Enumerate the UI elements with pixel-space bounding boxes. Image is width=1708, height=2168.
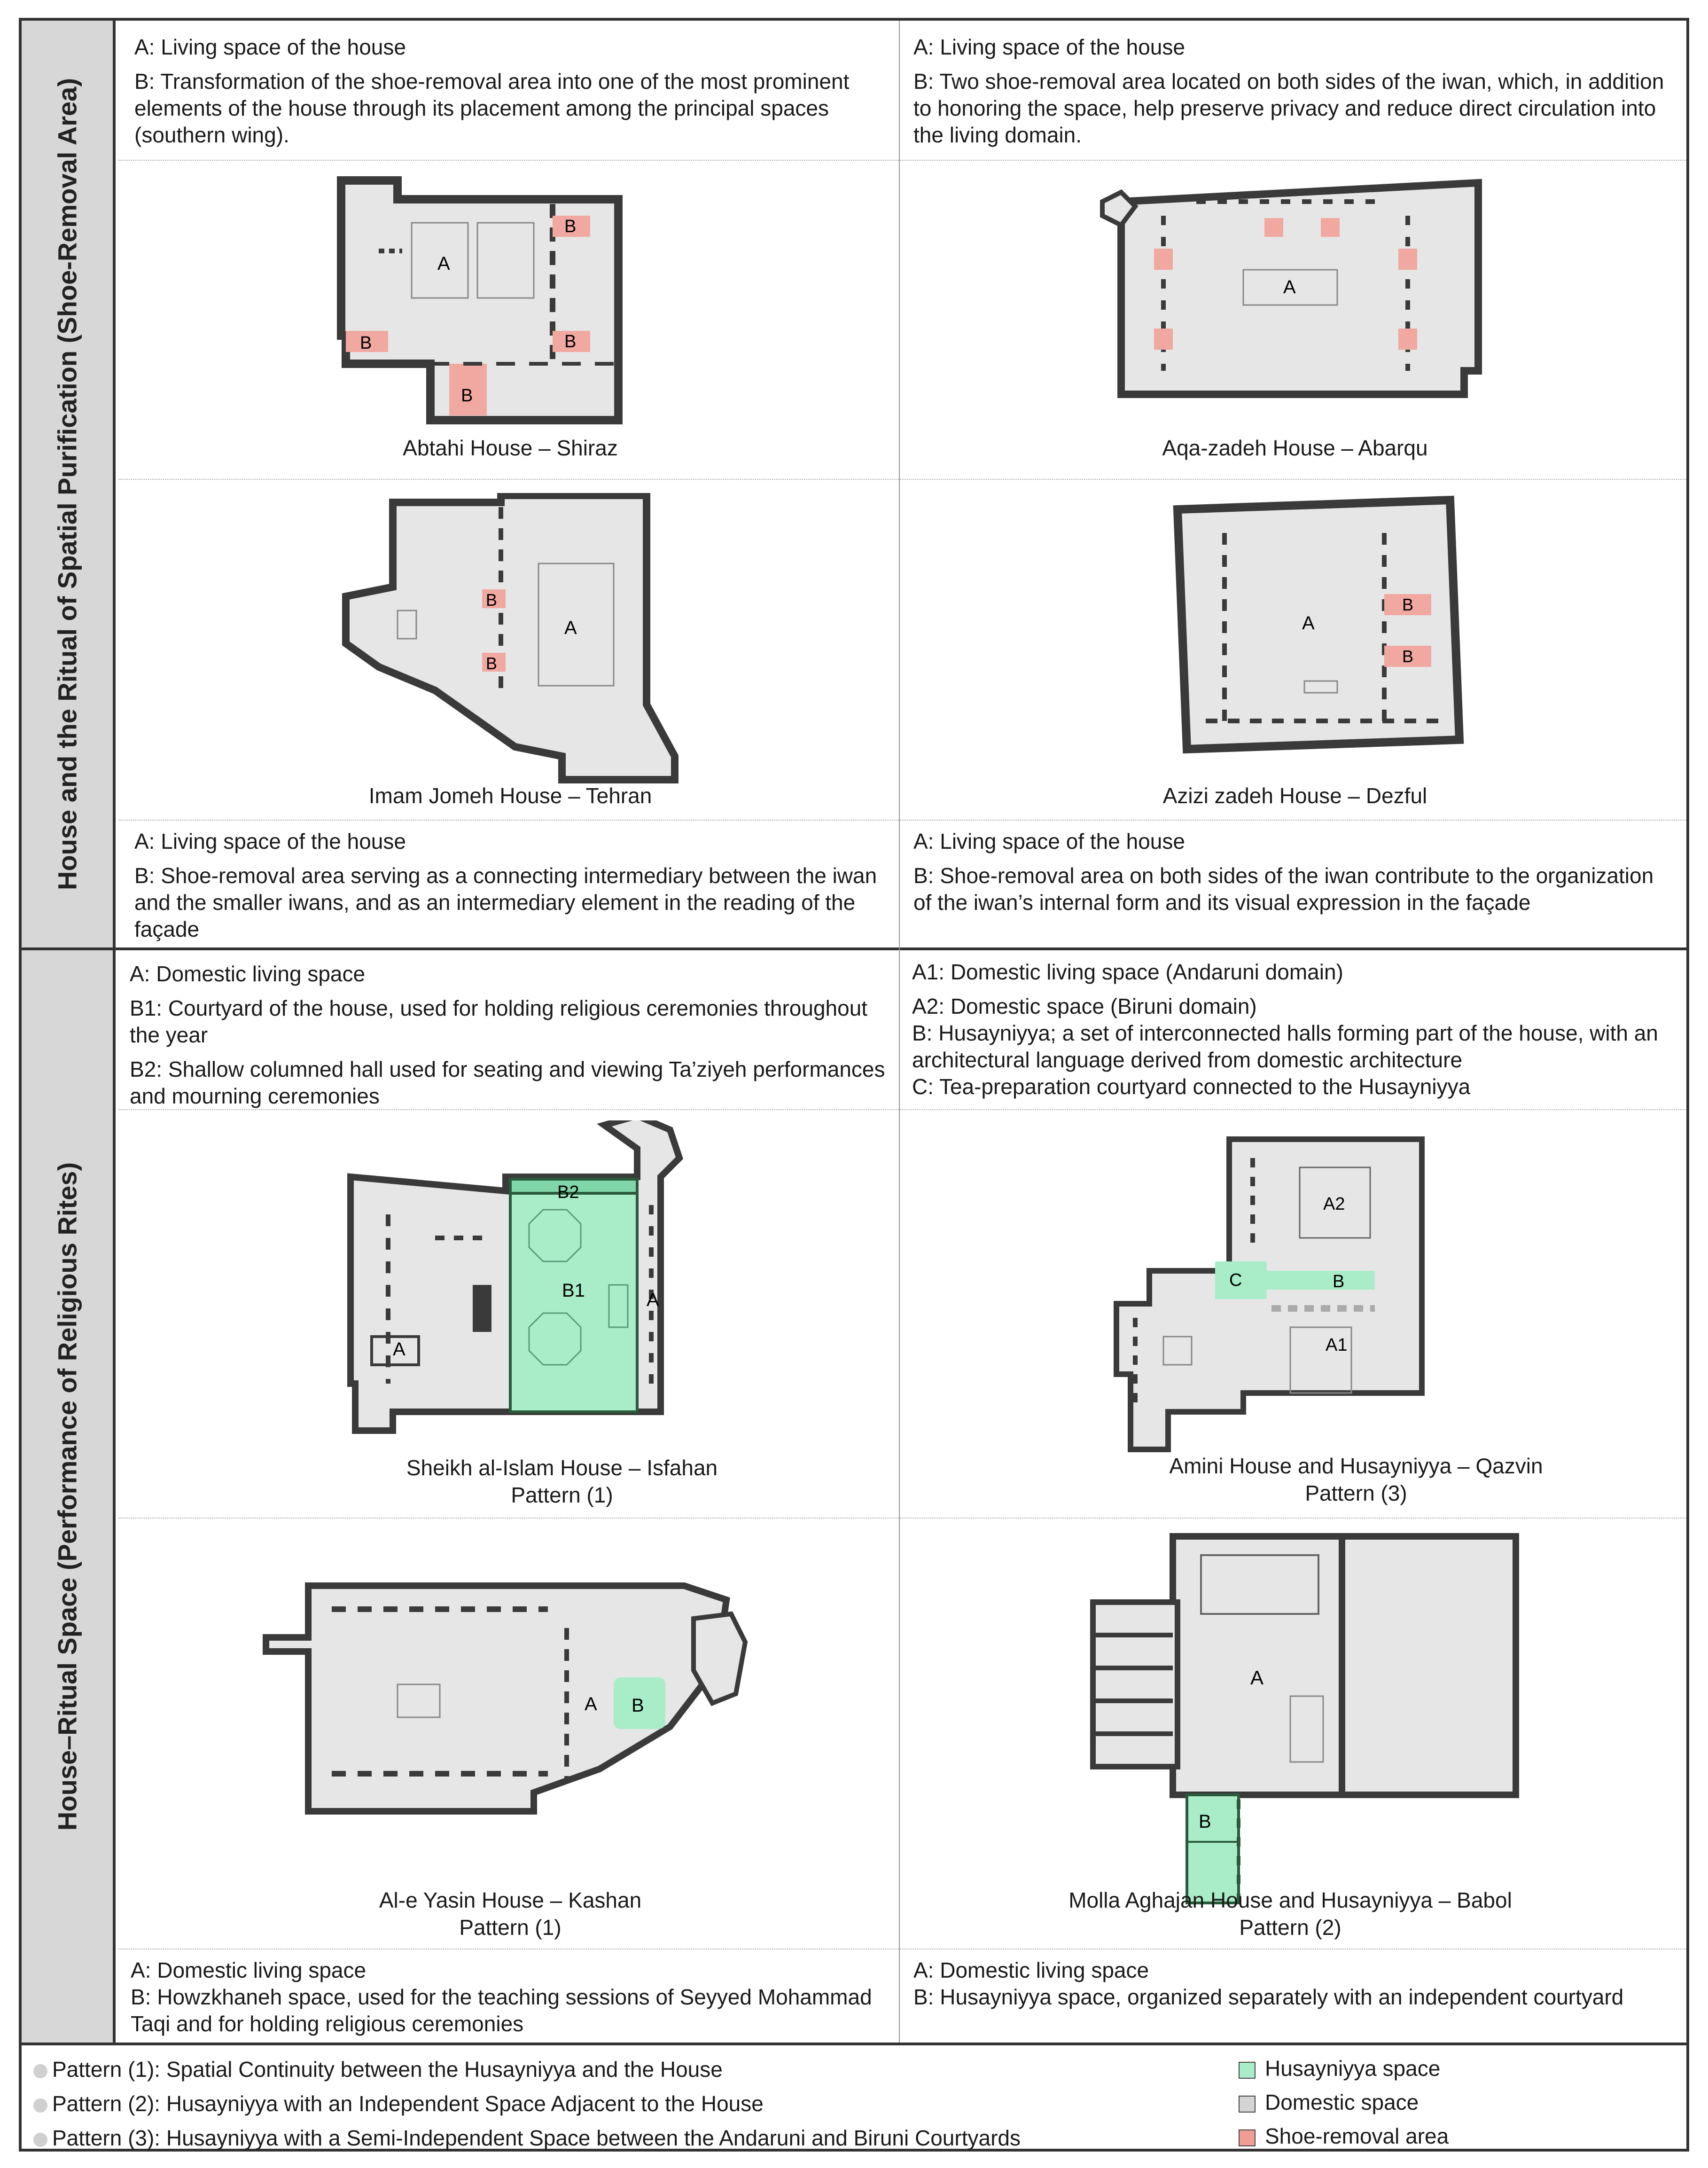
legend-pattern-1: Pattern (1): Spatial Continuity between the Husayniyya and the House [33, 2056, 723, 2083]
s2-bottom-right-text [913, 1957, 1679, 2011]
s2-bl-a: A: Domestic living space [131, 1958, 367, 1982]
s2-tr-a1: A1: Domestic living space (Andaruni domain) [912, 960, 1343, 984]
s1-bottom-left-text [134, 828, 886, 943]
s2-br-b: B: Husayniyya space, organized separately with an independent courtyard [913, 1985, 1624, 2009]
plan-label: B2 [557, 1182, 579, 1202]
s2-tr-b: B: Husayniyya; a set of interconnected halls forming part of the house, with an architectural language derived from domestic architecture [912, 1021, 1658, 1072]
s1-tl-b: B: Transformation of the shoe-removal area into one of the most prominent elements of the house through its placement among the principal spaces (southern wing). [134, 69, 850, 147]
s2-top-left-text [130, 961, 891, 1110]
plan-label: B [1402, 647, 1414, 666]
caption-aleyasin-title: Al-e Yasin House – Kashan [379, 1888, 642, 1912]
plan-label: A1 [1326, 1335, 1348, 1355]
legend-dot-icon [33, 2064, 47, 2078]
row-separator [118, 820, 1686, 821]
plan-label: A [1302, 613, 1315, 634]
plan-label: C [1229, 1270, 1242, 1290]
plan-aleyasin [247, 1572, 778, 1835]
s2-bottom-left-text [131, 1957, 892, 2037]
s2-tl-b1: B1: Courtyard of the house, used for holding religious ceremonies throughout the year [130, 996, 868, 1047]
s1-bl-b: B: Shoe-removal area serving as a connecting intermediary between the iwan and the smaller iwans, and as an intermediary element in the reading of the façade [134, 863, 877, 941]
legend-pattern-2: Pattern (2): Husayniyya with an Independent Space Adjacent to the House [33, 2090, 764, 2117]
legend-pattern-3: Pattern (3): Husayniyya with a Semi-Independent Space between the Andaruni and Biruni Courtyards [33, 2124, 1021, 2152]
caption-mollaaghajan [961, 1886, 1619, 1941]
legend-swatch [1239, 2096, 1256, 2113]
legend-swatch [1239, 2062, 1256, 2079]
column-divider [899, 21, 900, 2043]
plan-label: B [564, 217, 577, 236]
legend-key-husayniyya: Husayniyya space [1239, 2055, 1440, 2082]
plan-sheikhalislam [341, 1120, 698, 1449]
legend-key-domestic: Domestic space [1239, 2089, 1419, 2116]
caption-sheikhalislam-pattern: Pattern (1) [511, 1483, 613, 1507]
row-separator [118, 479, 1686, 480]
plan-label: B [564, 332, 577, 352]
caption-amini [1102, 1452, 1610, 1507]
legend-dot-icon [33, 2098, 47, 2113]
caption-amini-pattern: Pattern (3) [1305, 1481, 1407, 1505]
s1-br-b: B: Shoe-removal area on both sides of the iwan contribute to the organization of the iwan’s internal form and its visual expression in the façade [913, 863, 1654, 915]
s2-tl-a: A: Domestic living space [130, 962, 366, 986]
caption-mollaaghajan-pattern: Pattern (2) [1239, 1915, 1341, 1940]
plan-azizizadeh [1168, 495, 1478, 787]
section-divider [22, 947, 1686, 950]
plan-label: B [360, 333, 372, 353]
legend-key-shoe-removal: Shoe-removal area [1239, 2122, 1449, 2150]
caption-abtahi: Abtahi House – Shiraz [403, 436, 618, 460]
plan-label: A [437, 253, 450, 274]
caption-aleyasin [125, 1886, 896, 1941]
plan-label: B [1333, 1272, 1345, 1291]
section1-label: House and the Ritual of Spatial Purification (Shoe-Removal Area) [52, 78, 82, 890]
section2-label: House–Ritual Space (Performance of Religious Rites) [52, 1162, 82, 1831]
s1-bl-a: A: Living space of the house [134, 829, 406, 853]
s2-br-a: A: Domestic living space [913, 1958, 1149, 1982]
s2-tr-a2: A2: Domestic space (Biruni domain) [912, 994, 1257, 1018]
plan-aqazadeh [1093, 173, 1502, 427]
plan-label: B [1402, 595, 1414, 614]
plan-label: A [1250, 1667, 1264, 1689]
plan-label: A [564, 618, 577, 638]
s2-tl-b2: B2: Shallow columned hall used for seating and viewing Ta’ziyeh performances and mourning ceremonies [130, 1057, 885, 1108]
plan-label: B [632, 1695, 644, 1716]
plan-label: A2 [1323, 1194, 1345, 1214]
s1-top-left-text [134, 34, 886, 149]
caption-imamjomeh: Imam Jomeh House – Tehran [368, 783, 652, 808]
caption-sheikhalislam [379, 1454, 745, 1509]
caption-azizizadeh: Azizi zadeh House – Dezful [1162, 783, 1427, 808]
caption-mollaaghajan-title: Molla Aghajan House and Husayniyya – Babol [1068, 1888, 1512, 1912]
plan-mollaaghajan [1088, 1532, 1530, 1912]
plan-label: B [486, 590, 498, 610]
section2-header [22, 950, 116, 2043]
caption-amini-title: Amini House and Husayniyya – Qazvin [1169, 1454, 1543, 1478]
plan-label: B1 [562, 1280, 585, 1301]
s1-tl-a: A: Living space of the house [134, 35, 406, 59]
plan-label: B [486, 654, 498, 673]
legend-divider [22, 2043, 1686, 2045]
plan-label: A [1283, 277, 1296, 297]
caption-aqazadeh: Aqa-zadeh House – Abarqu [1162, 436, 1428, 460]
s1-tr-a: A: Living space of the house [913, 35, 1185, 59]
legend-dot-icon [33, 2133, 47, 2147]
plan-label: A [393, 1339, 406, 1360]
plan-label: B [1199, 1811, 1211, 1832]
plan-label: A [585, 1694, 597, 1714]
plan-abtahi [336, 176, 675, 439]
s2-bl-b: B: Howzkhaneh space, used for the teaching sessions of Seyyed Mohammad Taqi and for holding religious ceremonies [131, 1985, 872, 2036]
s1-tr-b: B: Two shoe-removal area located on both sides of the iwan, which, in addition to honoring the space, help preserve privacy and reduce direct circulation into the living domain. [913, 69, 1664, 147]
caption-aleyasin-pattern: Pattern (1) [459, 1915, 562, 1940]
s1-bottom-right-text [913, 828, 1675, 916]
row-separator [118, 160, 1686, 161]
s1-top-right-text [913, 34, 1675, 149]
plan-label: B [461, 386, 473, 406]
caption-sheikhalislam-title: Sheikh al-Islam House – Isfahan [406, 1456, 718, 1480]
s1-br-a: A: Living space of the house [913, 829, 1185, 853]
figure-frame [19, 18, 1689, 2152]
plan-imamjomeh [327, 493, 698, 789]
plan-amini [1112, 1130, 1436, 1468]
plan-label: A [647, 1290, 659, 1310]
section1-header [22, 21, 116, 947]
s2-tr-c: C: Tea-preparation courtyard connected to the Husayniyya [912, 1074, 1471, 1099]
legend-swatch [1239, 2129, 1256, 2146]
s2-top-right-text [912, 959, 1678, 1100]
